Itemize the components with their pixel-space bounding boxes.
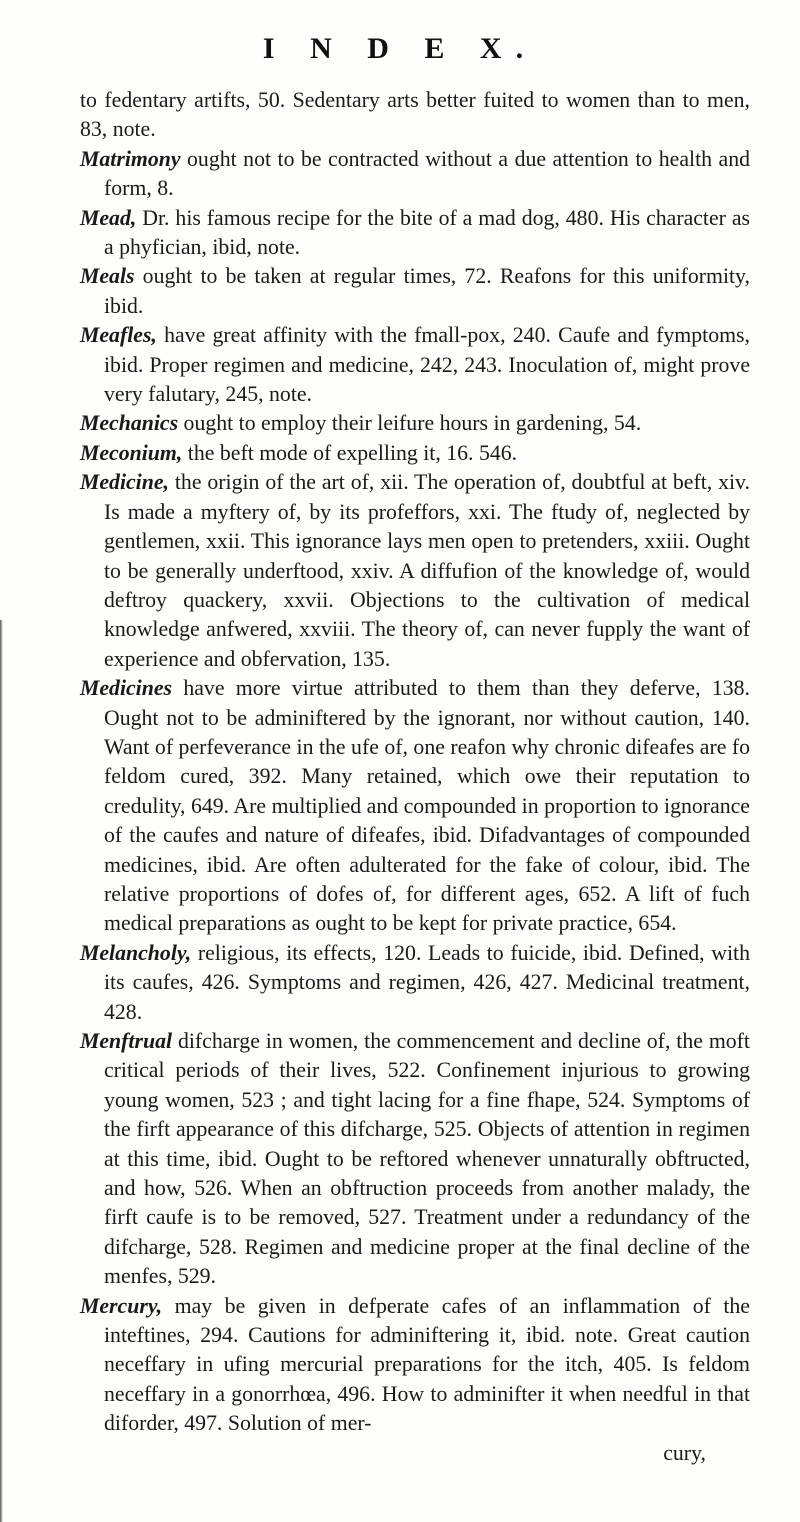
index-entry-menstrual (80, 1027, 750, 1292)
index-entry-mead (80, 204, 750, 263)
entry-text: the beft mode of expelling it, 16. 546. (182, 440, 518, 465)
entry-text: the origin of the art of, xii. The operation of, doubtful at beft, xiv. Is made a myftery of, by its profeffors, xxi. The ftudy of, neglected by gentlemen, xxii. This ignorance lays men open to pretenders, xxiii. Ought to be generally underftood, xxiv. A diffufion of the knowledge of, would deftroy quackery, xxvii. Objections to the cultivation of medical knowledge anfwered, xxviii. The theory of, can never fupply the want of experience and obfervation, 135. (104, 470, 750, 671)
index-entry-melancholy (80, 939, 750, 1027)
index-entry-medicine (80, 468, 750, 674)
index-entry-measles (80, 321, 750, 409)
index-entry-continued (80, 86, 750, 145)
index-entry-meconium (80, 439, 750, 468)
entry-text: ought not to be contracted without a due attention to health and form, 8. (104, 146, 750, 201)
index-entry-medicines (80, 674, 750, 939)
entry-headword: Meals (80, 264, 135, 289)
catchword: cury, (663, 1440, 706, 1465)
entry-text: may be given in defperate cafes of an inflammation of the inteftines, 294. Cautions for adminiftering it, ibid. note. Great caution neceffary in ufing mercurial preparations for the itch, 405. Is feldom neceffary in a gonorrhœa, 496. How to adminifter it when needful in that diforder, 497. Solution of mer- (104, 1293, 750, 1436)
entry-text: to fedentary artifts, 50. Sedentary arts better fuited to women than to men, 83, note. (80, 88, 750, 142)
index-entry-mechanics (80, 409, 750, 438)
entry-text: ought to employ their leifure hours in gardening, 54. (178, 411, 642, 436)
entry-headword: Meconium, (80, 440, 183, 465)
index-entry-mercury (80, 1292, 750, 1439)
entry-headword: Mechanics (80, 411, 179, 436)
entry-headword: Medicines (80, 676, 173, 701)
entry-text: religious, its effects, 120. Leads to fuicide, ibid. Defined, with its caufes, 426. Symptoms and regimen, 426, 427. Medicinal treatment, 428. (104, 940, 750, 1024)
index-entry-matrimony (80, 145, 750, 204)
entry-headword: Meafles, (80, 323, 157, 348)
page-edge-shadow (0, 620, 3, 1522)
entry-text: difcharge in women, the commencement and decline of, the moft critical periods of their lives, 522. Confinement injurious to growing young women, 523 ; and tight lacing for a fine fhape, 524. Symptoms of the firft appearance of this difcharge, 525. Objects of attention in regimen at this time, ibid. Ought to be reftored whenever unnaturally obftructed, and how, 526. When an obftruction proceeds from another malady, the firft caufe is to be removed, 527. Treatment under a redundancy of the difcharge, 528. Regimen and medicine proper at the final decline of the menfes, 529. (104, 1029, 750, 1289)
entry-headword: Matrimony (80, 146, 181, 171)
entry-headword: Melancholy, (80, 940, 192, 965)
entry-text: have more virtue attributed to them than they deferve, 138. Ought not to be adminiftered by the ignorant, nor without caution, 140. Want of perfeverance in the ufe of, one reafon why chronic difeafes are fo feldom cured, 392. Many retained, which owe their reputation to credulity, 649. Are multiplied and compounded in proportion to ignorance of the caufes and nature of difeafes, ibid. Difadvantages of compounded medicines, ibid. Are often adulterated for the fake of colour, ibid. The relative proportions of dofes of, for different ages, 652. A lift of fuch medical preparations as ought to be kept for private practice, 654. (104, 676, 750, 936)
entry-headword: Medicine, (80, 470, 169, 495)
entry-text: ought to be taken at regular times, 72. Reafons for this uniformity, ibid. (104, 264, 750, 318)
entry-text: have great affinity with the fmall-pox, 240. Caufe and fymptoms, ibid. Proper regimen and medicine, 242, 243. Inoculation of, might prove very falutary, 245, note. (104, 323, 750, 407)
entry-headword: Mead, (80, 205, 137, 230)
entry-text: Dr. his famous recipe for the bite of a mad dog, 480. His character as a phyfician, ibid, note. (104, 205, 750, 260)
running-head: I N D E X. (262, 32, 538, 65)
entry-headword: Mercury, (80, 1293, 163, 1318)
index-text (80, 86, 750, 1468)
index-entry-meals (80, 262, 750, 321)
entry-headword: Menftrual (80, 1029, 173, 1053)
